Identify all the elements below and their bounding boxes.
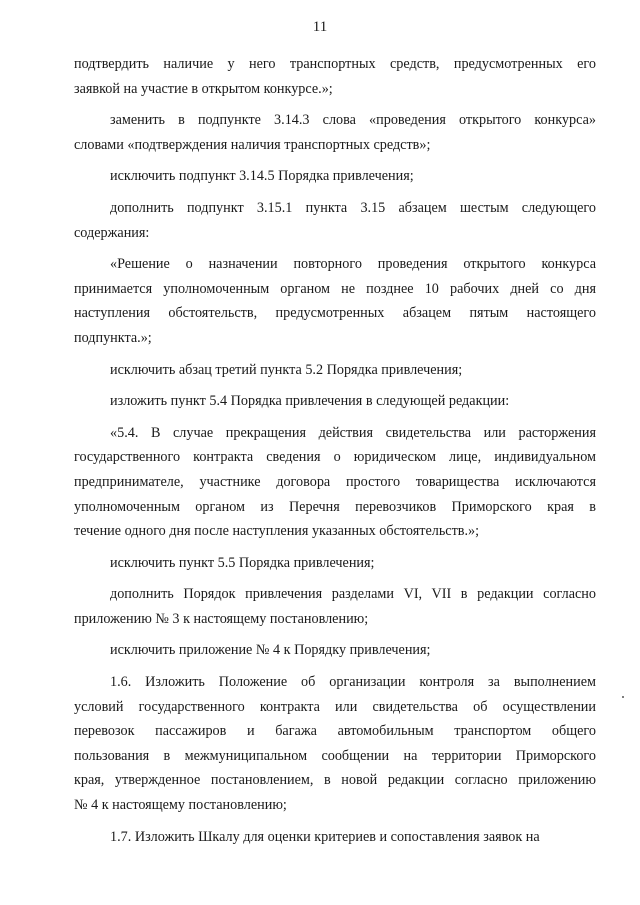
paragraph xyxy=(74,108,596,157)
text-line: изложить пункт 5.4 Порядка привлечения в следующей редакции: xyxy=(110,393,510,410)
text-line: дополнить подпункт 3.15.1 пункта 3.15 абзацем шестым следующего xyxy=(110,199,596,216)
paragraph xyxy=(74,582,596,631)
paragraph xyxy=(74,638,596,663)
text-line: пользования в межмуниципальном сообщении на территории Приморского xyxy=(74,747,596,764)
paragraph xyxy=(74,551,596,576)
text-line: края, утвержденное постановлением, в новой редакции согласно приложению xyxy=(74,772,596,789)
paragraph xyxy=(74,389,596,414)
text-line: «5.4. В случае прекращения действия свидетельства или расторжения xyxy=(110,424,596,441)
paragraph xyxy=(74,358,596,383)
text-line: подпункта.»; xyxy=(74,329,152,346)
text-line: исключить пункт 5.5 Порядка привлечения; xyxy=(110,554,375,571)
paragraph xyxy=(74,252,596,350)
text-line: условий государственного контракта или свидетельства об осуществлении xyxy=(74,698,596,715)
page-number: 11 xyxy=(312,19,328,35)
text-line: словами «подтверждения наличия транспортных средств»; xyxy=(74,136,431,153)
text-line: 1.7. Изложить Шкалу для оценки критериев и сопоставления заявок на xyxy=(110,828,540,845)
text-line: исключить подпункт 3.14.5 Порядка привлечения; xyxy=(110,168,414,185)
text-line: принимается уполномоченным органом не позднее 10 рабочих дней со дня xyxy=(74,280,596,297)
text-line: заменить в подпункте 3.14.3 слова «проведения открытого конкурса» xyxy=(110,112,596,129)
text-line: дополнить Порядок привлечения разделами VI, VII в редакции согласно xyxy=(110,586,596,603)
paragraph xyxy=(74,196,596,245)
text-line: заявкой на участие в открытом конкурсе.»; xyxy=(74,80,333,97)
paragraph xyxy=(74,52,596,101)
text-line: исключить абзац третий пункта 5.2 Порядка привлечения; xyxy=(110,361,463,378)
paragraph xyxy=(74,825,596,850)
text-line: перевозок пассажиров и багажа автомобильным транспортом общего xyxy=(74,723,596,740)
text-line: приложению № 3 к настоящему постановлению; xyxy=(74,610,369,627)
paragraph xyxy=(74,421,596,544)
text-line: уполномоченным органом из Перечня перевозчиков Приморского края в xyxy=(74,498,596,515)
document-body xyxy=(74,52,596,856)
text-line: «Решение о назначении повторного проведения открытого конкурса xyxy=(110,256,596,273)
text-line: 1.6. Изложить Положение об организации контроля за выполнением xyxy=(110,674,596,691)
text-line: течение одного дня после наступления указанных обстоятельств.»; xyxy=(74,523,480,540)
text-line: № 4 к настоящему постановлению; xyxy=(74,797,287,814)
text-line: наступления обстоятельств, предусмотренных абзацем пятым настоящего xyxy=(74,305,596,322)
text-line: подтвердить наличие у него транспортных средств, предусмотренных его xyxy=(74,56,596,72)
scan-speck xyxy=(622,696,624,698)
text-line: предпринимателе, участнике договора простого товарищества исключаются xyxy=(74,473,596,490)
text-line: содержания: xyxy=(74,224,150,241)
text-line: исключить приложение № 4 к Порядку привлечения; xyxy=(110,642,431,659)
paragraph xyxy=(74,670,596,818)
text-line: государственного контракта сведения о юридическом лице, индивидуальном xyxy=(74,449,596,466)
paragraph xyxy=(74,164,596,189)
